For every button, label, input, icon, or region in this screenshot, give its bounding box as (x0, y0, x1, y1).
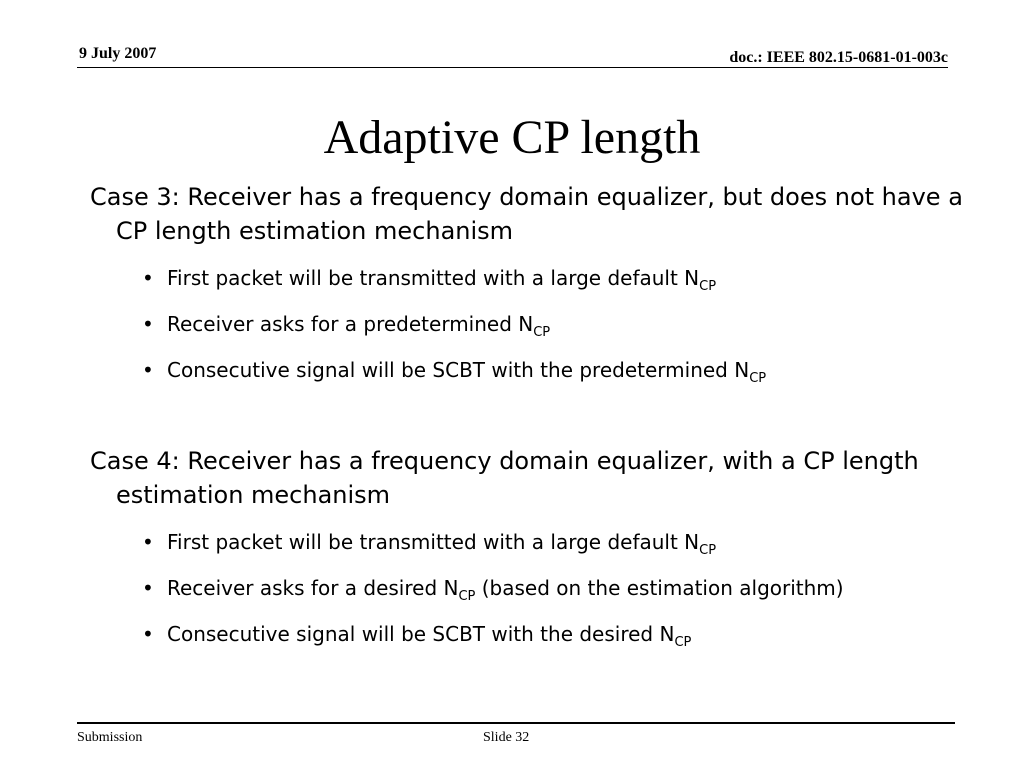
footer-submission: Submission (77, 730, 143, 745)
bullet-text: Receiver asks for a predetermined N (167, 312, 534, 336)
bullet-item (90, 355, 990, 386)
bullet-text-after: (based on the estimation algorithm) (475, 576, 844, 600)
slide-body (90, 180, 990, 650)
bullet-subscript: CP (699, 279, 717, 294)
bullet-icon: • (142, 576, 154, 600)
case-4-heading: Case 4: Receiver has a frequency domain equalizer, with a CP length estimation mechanism (90, 447, 919, 509)
case-3-bullets (90, 263, 990, 386)
bullet-text: Receiver asks for a desired N (167, 576, 459, 600)
bullet-item (90, 309, 990, 340)
bullet-subscript: CP (674, 635, 692, 650)
footer-divider (77, 722, 955, 724)
bullet-subscript: CP (533, 325, 551, 340)
bullet-icon: • (142, 312, 154, 336)
header-divider (77, 67, 948, 68)
case-4-bullets (90, 527, 990, 650)
bullet-text: Consecutive signal will be SCBT with the predetermined N (167, 358, 750, 382)
bullet-subscript: CP (749, 371, 767, 386)
bullet-icon: • (142, 358, 154, 382)
footer-slide-number: Slide 32 (483, 730, 530, 745)
slide-title: Adaptive CP length (323, 111, 701, 164)
bullet-item (90, 527, 990, 558)
bullet-text: Consecutive signal will be SCBT with the desired N (167, 622, 675, 646)
bullet-text: First packet will be transmitted with a large default N (167, 530, 700, 554)
bullet-item (90, 263, 990, 294)
bullet-subscript: CP (458, 589, 476, 604)
bullet-item (90, 619, 990, 650)
section-spacer (90, 386, 990, 444)
bullet-subscript: CP (699, 543, 717, 558)
header-doc-id: doc.: IEEE 802.15-0681-01-003c (729, 49, 948, 66)
bullet-icon: • (142, 266, 154, 290)
bullet-item (90, 573, 990, 604)
header-date: 9 July 2007 (79, 45, 157, 62)
bullet-icon: • (142, 622, 154, 646)
bullet-icon: • (142, 530, 154, 554)
bullet-text: First packet will be transmitted with a large default N (167, 266, 700, 290)
case-3-heading: Case 3: Receiver has a frequency domain equalizer, but does not have a CP length estimation mechanism (90, 183, 963, 245)
